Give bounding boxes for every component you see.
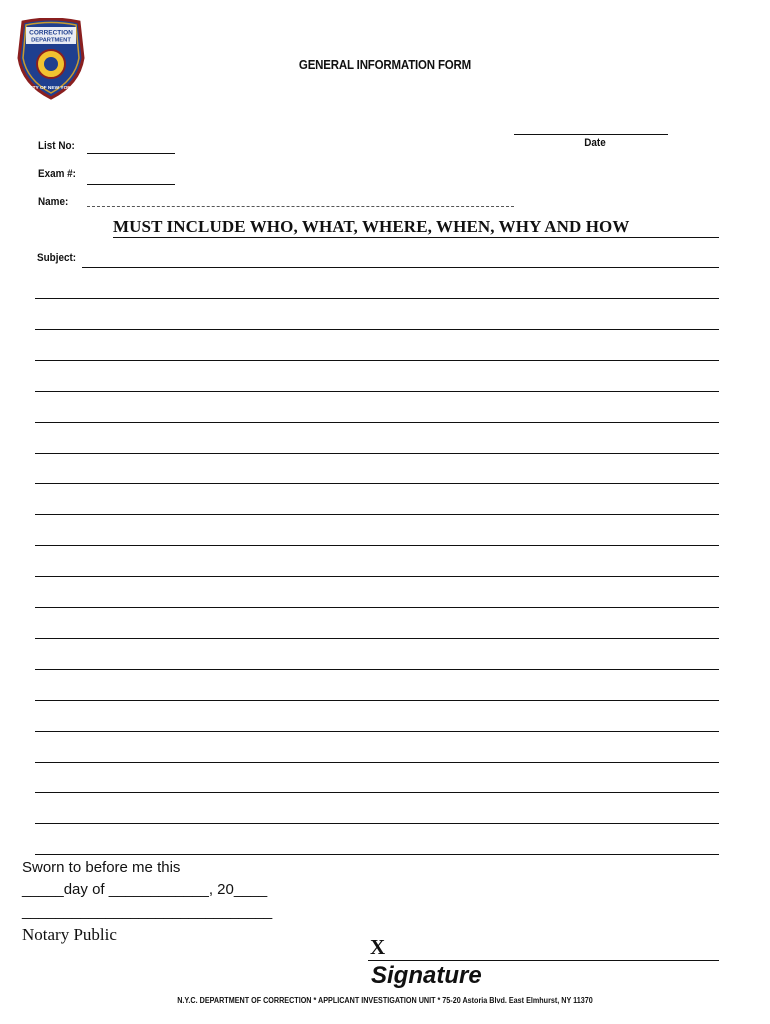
subject-line[interactable] — [82, 267, 719, 268]
exam-number-label: Exam #: — [38, 168, 76, 180]
date-line[interactable] — [514, 134, 668, 135]
writing-line[interactable] — [35, 731, 719, 732]
writing-line[interactable] — [35, 483, 719, 484]
exam-number-field[interactable] — [87, 184, 175, 185]
subject-label: Subject: — [37, 252, 77, 264]
name-label: Name: — [38, 196, 69, 208]
list-no-label: List No: — [38, 140, 75, 152]
signature-label: Signature — [371, 962, 482, 989]
writing-line[interactable] — [35, 823, 719, 824]
writing-line[interactable] — [35, 669, 719, 670]
sworn-statement: Sworn to before me this — [22, 859, 181, 876]
writing-line[interactable] — [35, 329, 719, 330]
writing-line[interactable] — [35, 298, 719, 299]
writing-line[interactable] — [35, 854, 719, 855]
writing-line[interactable] — [35, 422, 719, 423]
date-label: Date — [584, 137, 606, 149]
signature-line[interactable] — [368, 960, 719, 961]
signature-x-mark: X — [370, 935, 386, 959]
writing-line[interactable] — [35, 360, 719, 361]
name-field[interactable] — [87, 206, 514, 207]
badge-sub-text: DEPARTMENT — [31, 37, 71, 44]
list-no-field[interactable] — [87, 153, 175, 154]
form-title: GENERAL INFORMATION FORM — [298, 58, 472, 72]
instruction-underline — [113, 237, 719, 238]
instruction-heading: MUST INCLUDE WHO, WHAT, WHERE, WHEN, WHY AND HOW — [113, 217, 630, 236]
writing-line[interactable] — [35, 514, 719, 515]
notary-signature-line[interactable]: ______________________________ — [22, 903, 273, 920]
writing-line[interactable] — [35, 545, 719, 546]
writing-line[interactable] — [35, 638, 719, 639]
writing-line[interactable] — [35, 391, 719, 392]
writing-line[interactable] — [35, 792, 719, 793]
writing-line[interactable] — [35, 453, 719, 454]
writing-line[interactable] — [35, 576, 719, 577]
writing-line[interactable] — [35, 607, 719, 608]
writing-line[interactable] — [35, 762, 719, 763]
footer-address: N.Y.C. DEPARTMENT OF CORRECTION * APPLICANT INVESTIGATION UNIT * 75-20 Astoria Blvd. East Elmhurst, NY 11370 — [177, 996, 593, 1005]
badge-top-text: CORRECTION — [29, 29, 73, 37]
badge-bottom-text: CITY OF NEW YORK — [27, 86, 75, 91]
writing-line[interactable] — [35, 700, 719, 701]
sworn-date-line[interactable]: _____day of ____________, 20____ — [22, 881, 268, 898]
notary-public-label: Notary Public — [22, 925, 117, 944]
